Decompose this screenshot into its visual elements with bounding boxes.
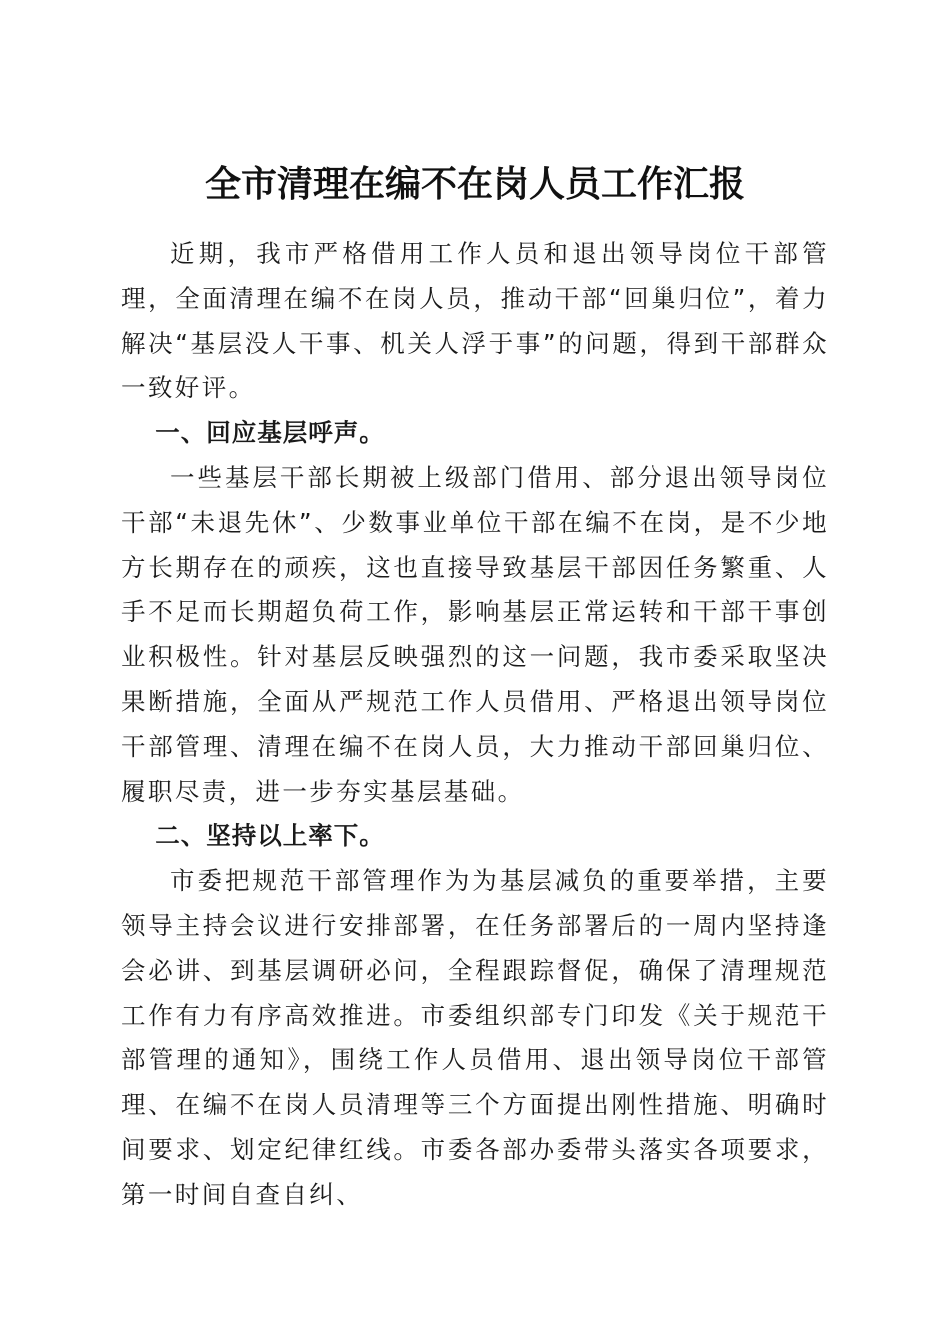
paragraph-intro: 近期，我市严格借用工作人员和退出领导岗位干部管理，全面清理在编不在岗人员，推动干部“回巢归位”，着力解决“基层没人干事、机关人浮于事”的问题，得到干部群众一致好评。 xyxy=(121,239,829,403)
section-heading-2: 二、坚持以上率下。 xyxy=(155,821,385,851)
document-body xyxy=(121,232,829,1218)
paragraph-section-1: 一些基层干部长期被上级部门借用、部分退出领导岗位干部“未退先休”、少数事业单位干部在编不在岗，是不少地方长期存在的顽疾，这也直接导致基层干部因任务繁重、人手不足而长期超负荷工作，影响基层正常运转和干部干事创业积极性。针对基层反映强烈的这一问题，我市委采取坚决果断措施，全面从严规范工作人员借用、严格退出领导岗位干部管理、清理在编不在岗人员，大力推动干部回巢归位、履职尽责，进一步夯实基层基础。 xyxy=(121,462,829,806)
document-title: 全市清理在编不在岗人员工作汇报 xyxy=(204,163,745,206)
section-heading-1: 一、回应基层呼声。 xyxy=(155,418,385,448)
paragraph-section-2: 市委把规范干部管理作为为基层减负的重要举措，主要领导主持会议进行安排部署，在任务部署后的一周内坚持逢会必讲、到基层调研必问，全程跟踪督促，确保了清理规范工作有力有序高效推进。市委组织部专门印发《关于规范干部管理的通知》，围绕工作人员借用、退出领导岗位干部管理、在编不在岗人员清理等三个方面提出刚性措施、明确时间要求、划定纪律红线。市委各部办委带头落实各项要求，第一时间自查自纠、 xyxy=(121,866,829,1209)
